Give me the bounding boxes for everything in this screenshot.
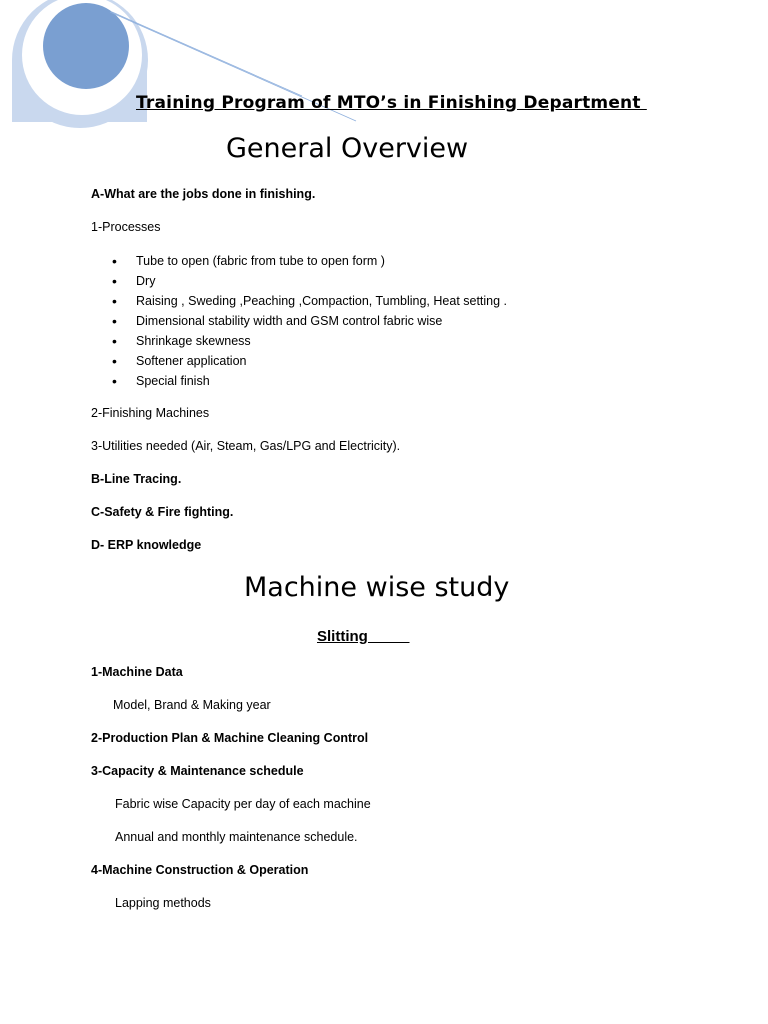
list-item: • Dry <box>112 272 507 292</box>
list-item: • Softener application <box>112 352 507 372</box>
section-d-heading: D- ERP knowledge <box>91 538 202 552</box>
list-item: • Special finish <box>112 372 507 392</box>
list-item: • Shrinkage skewness <box>112 332 507 352</box>
construction-detail: Lapping methods <box>115 896 211 910</box>
general-overview-heading: General Overview <box>226 133 469 164</box>
construction-heading: 4-Machine Construction & Operation <box>91 863 309 877</box>
section-c-heading: C-Safety & Fire fighting. <box>91 505 234 519</box>
list-item: • Tube to open (fabric from tube to open form ) <box>112 252 507 272</box>
list-item: • Raising , Sweding ,Peaching ,Compaction, Tumbling, Heat setting . <box>112 292 507 312</box>
slitting-subheading: Slitting <box>317 628 410 645</box>
maintenance-detail: Annual and monthly maintenance schedule. <box>115 830 358 844</box>
processes-label: 1-Processes <box>91 220 161 234</box>
section-a-heading: A-What are the jobs done in finishing. <box>91 187 316 201</box>
utilities-item: 3-Utilities needed (Air, Steam, Gas/LPG and Electricity). <box>91 439 401 453</box>
machine-data-heading: 1-Machine Data <box>91 665 183 679</box>
document-title: Training Program of MTO’s in Finishing Department <box>136 93 647 113</box>
section-b-heading: B-Line Tracing. <box>91 472 182 486</box>
capacity-detail: Fabric wise Capacity per day of each machine <box>115 797 371 811</box>
finishing-machines-item: 2-Finishing Machines <box>91 406 210 420</box>
machine-wise-study-heading: Machine wise study <box>244 572 510 603</box>
capacity-heading: 3-Capacity & Maintenance schedule <box>91 764 304 778</box>
machine-data-detail: Model, Brand & Making year <box>113 698 271 712</box>
production-plan-heading: 2-Production Plan & Machine Cleaning Control <box>91 731 369 745</box>
list-item: • Dimensional stability width and GSM control fabric wise <box>112 312 507 332</box>
processes-list <box>112 252 507 392</box>
